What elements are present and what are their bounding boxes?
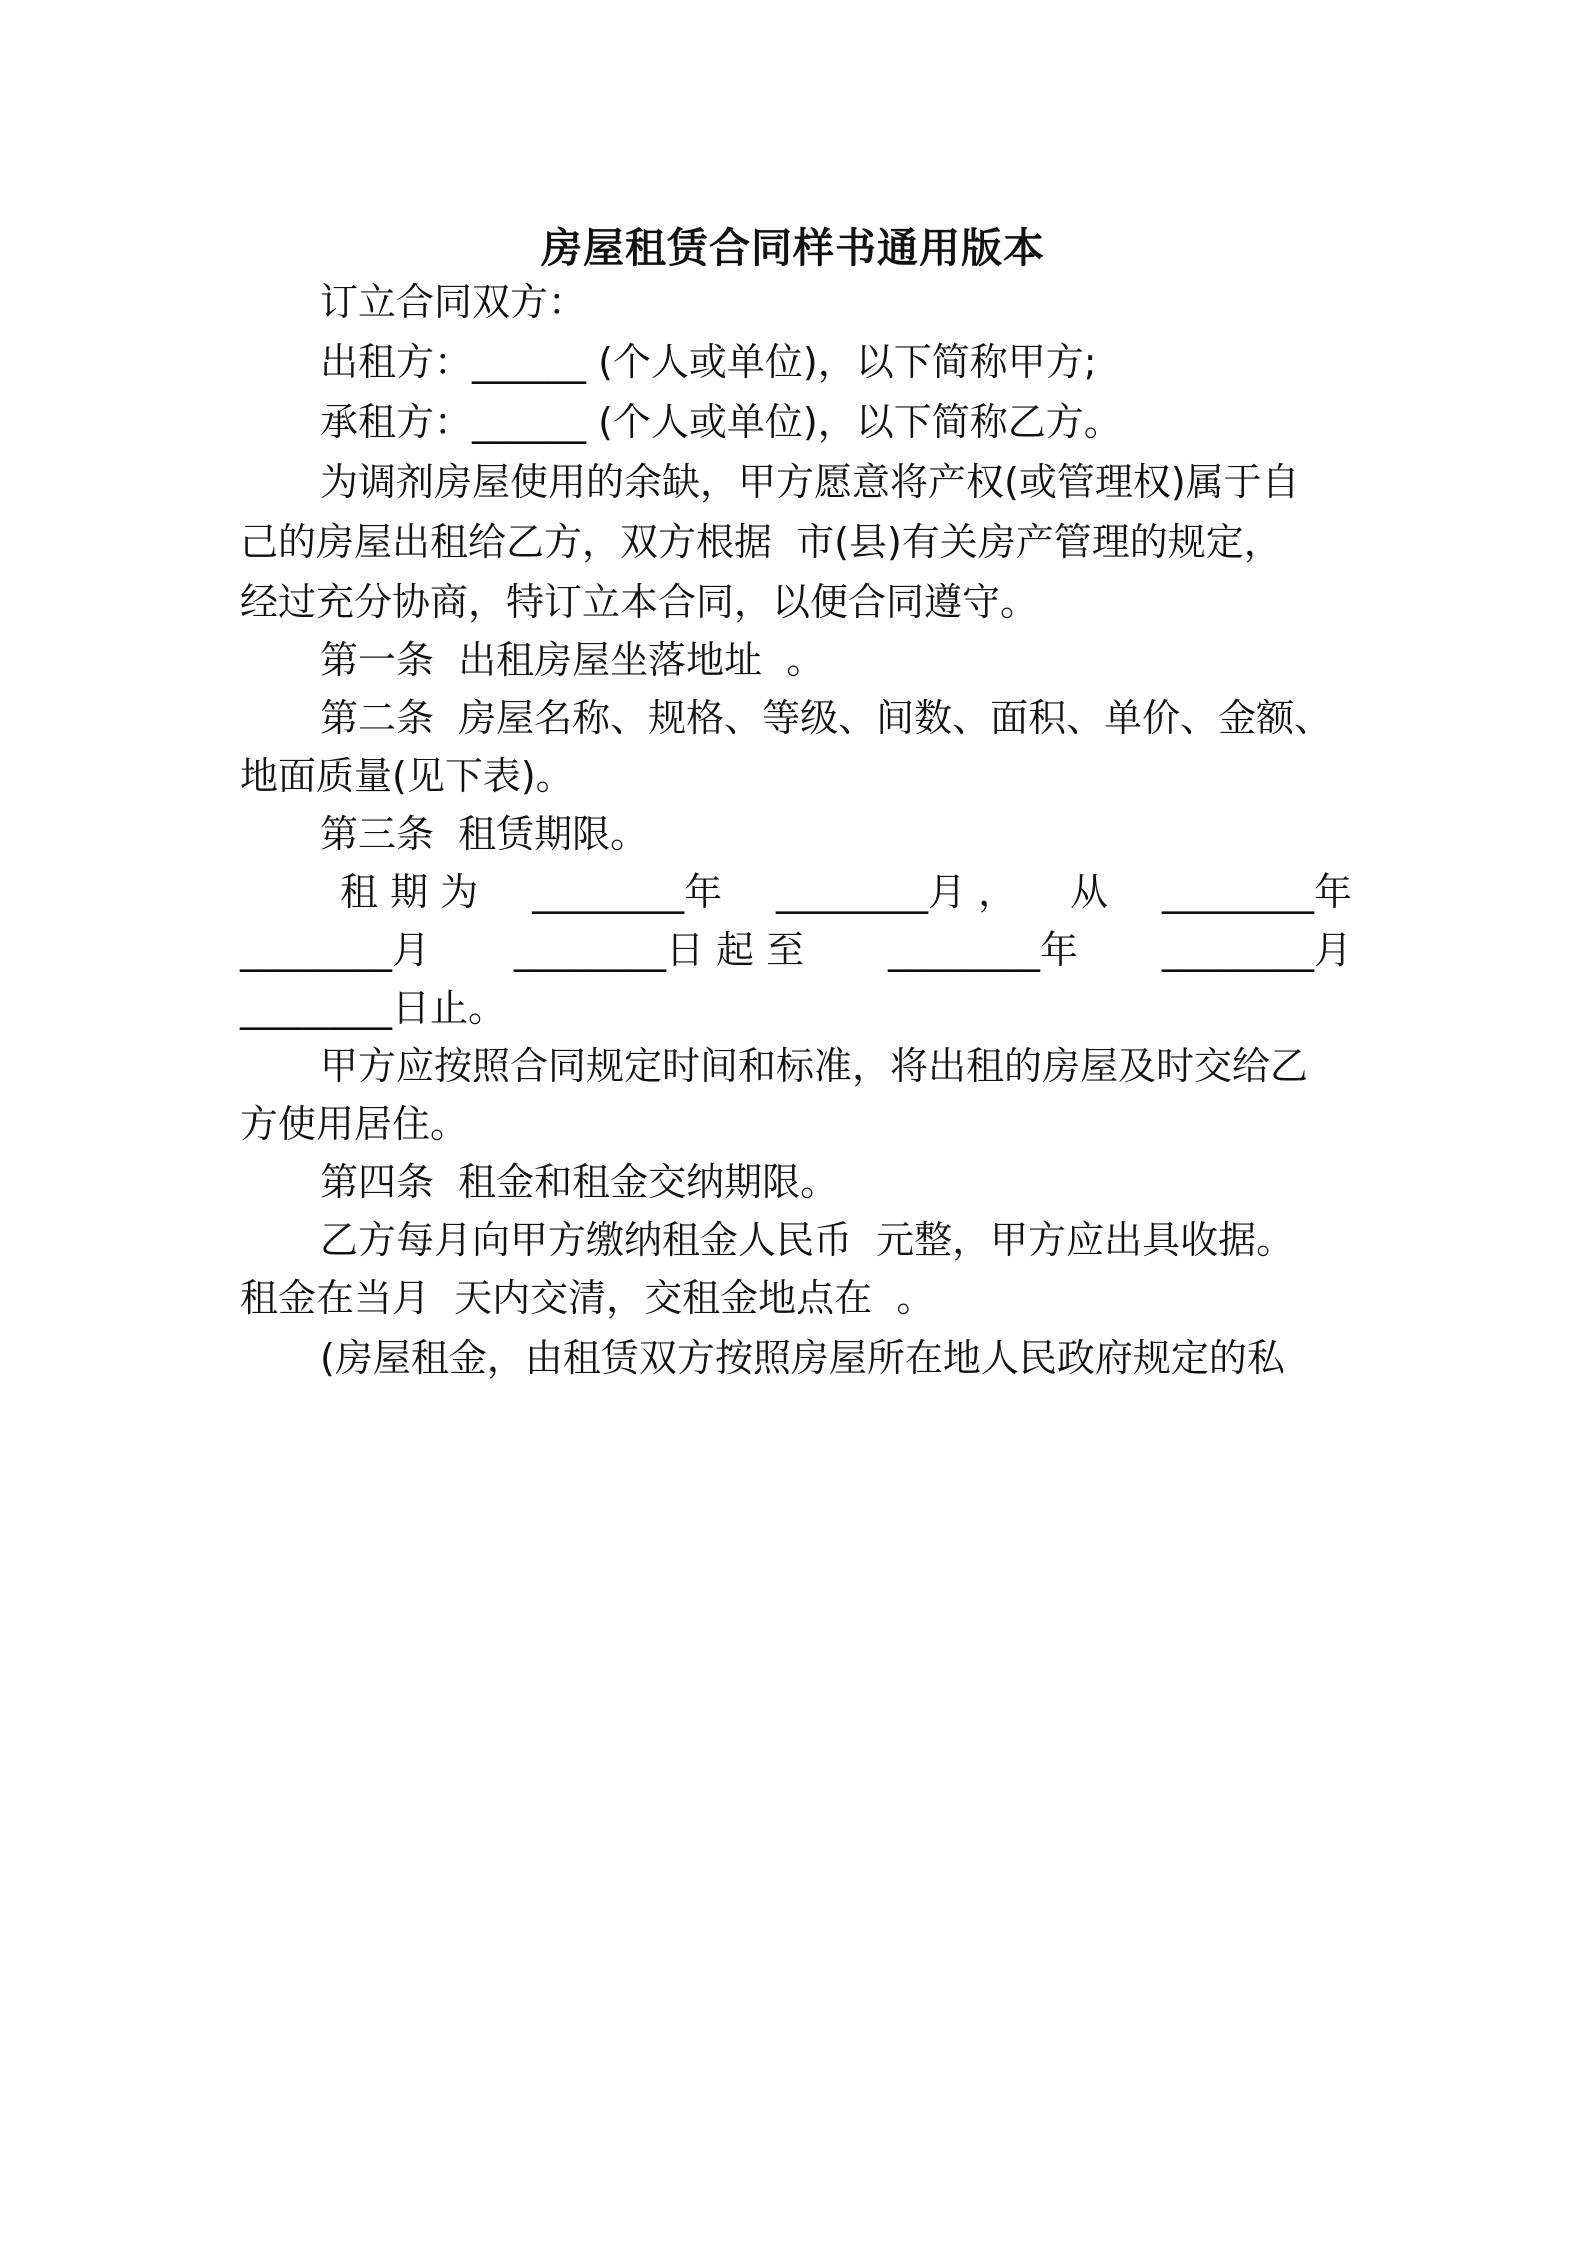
term-end-month-field: ________月 (1161, 928, 1352, 972)
lessee-line: 承租方：______ (个人或单位)，以下简称乙方。 (320, 400, 1122, 444)
handover-line-2: 方使用居住。 (240, 1102, 469, 1146)
lessor-line: 出租方：______ (个人或单位)，以下简称甲方; (320, 340, 1097, 384)
article-2-line-1: 第二条 房屋名称、规格、等级、间数、面积、单价、金额、 (320, 696, 1333, 740)
handover-line-1: 甲方应按照合同规定时间和标准，将出租的房屋及时交给乙 (320, 1044, 1309, 1088)
rent-line-1: 乙方每月向甲方缴纳租金人民币 元整，甲方应出具收据。 (320, 1218, 1295, 1262)
article-3: 第三条 租赁期限。 (320, 812, 649, 856)
rent-line-3: (房屋租金，由租赁双方按照房屋所在地人民政府规定的私 (320, 1336, 1285, 1380)
term-start-month-field: ________月 ， (776, 870, 1017, 914)
parties-heading: 订立合同双方： (320, 280, 587, 324)
term-label: 租 期 为 (340, 870, 479, 914)
term-row-1 (340, 862, 1352, 922)
term-year-field: ________年 (1161, 870, 1352, 914)
document-title: 房屋租赁合同样书通用版本 (541, 224, 1045, 272)
rent-line-2: 租金在当月 天内交清，交租金地点在 。 (240, 1276, 935, 1320)
term-day-from-field: ________日 起 至 (513, 928, 805, 972)
purpose-line-2: 己的房屋出租给乙方，双方根据 市(县)有关房产管理的规定， (240, 520, 1282, 564)
term-row-2 (240, 920, 1352, 980)
purpose-line-1: 为调剂房屋使用的余缺，甲方愿意将产权(或管理权)属于自 (320, 460, 1300, 504)
term-start-year: ________年 (532, 870, 723, 914)
term-month-field: ________月 (240, 928, 431, 972)
term-from-label: 从 (1070, 870, 1109, 914)
article-2-line-2: 地面质量(见下表)。 (240, 754, 574, 798)
term-end-year-field: ________年 (888, 928, 1079, 972)
term-row-3: ________日止。 (240, 986, 507, 1030)
article-1: 第一条 出租房屋坐落地址 。 (320, 638, 825, 682)
article-4: 第四条 租金和租金交纳期限。 (320, 1160, 839, 1204)
purpose-line-3: 经过充分协商，特订立本合同，以便合同遵守。 (240, 580, 1039, 624)
